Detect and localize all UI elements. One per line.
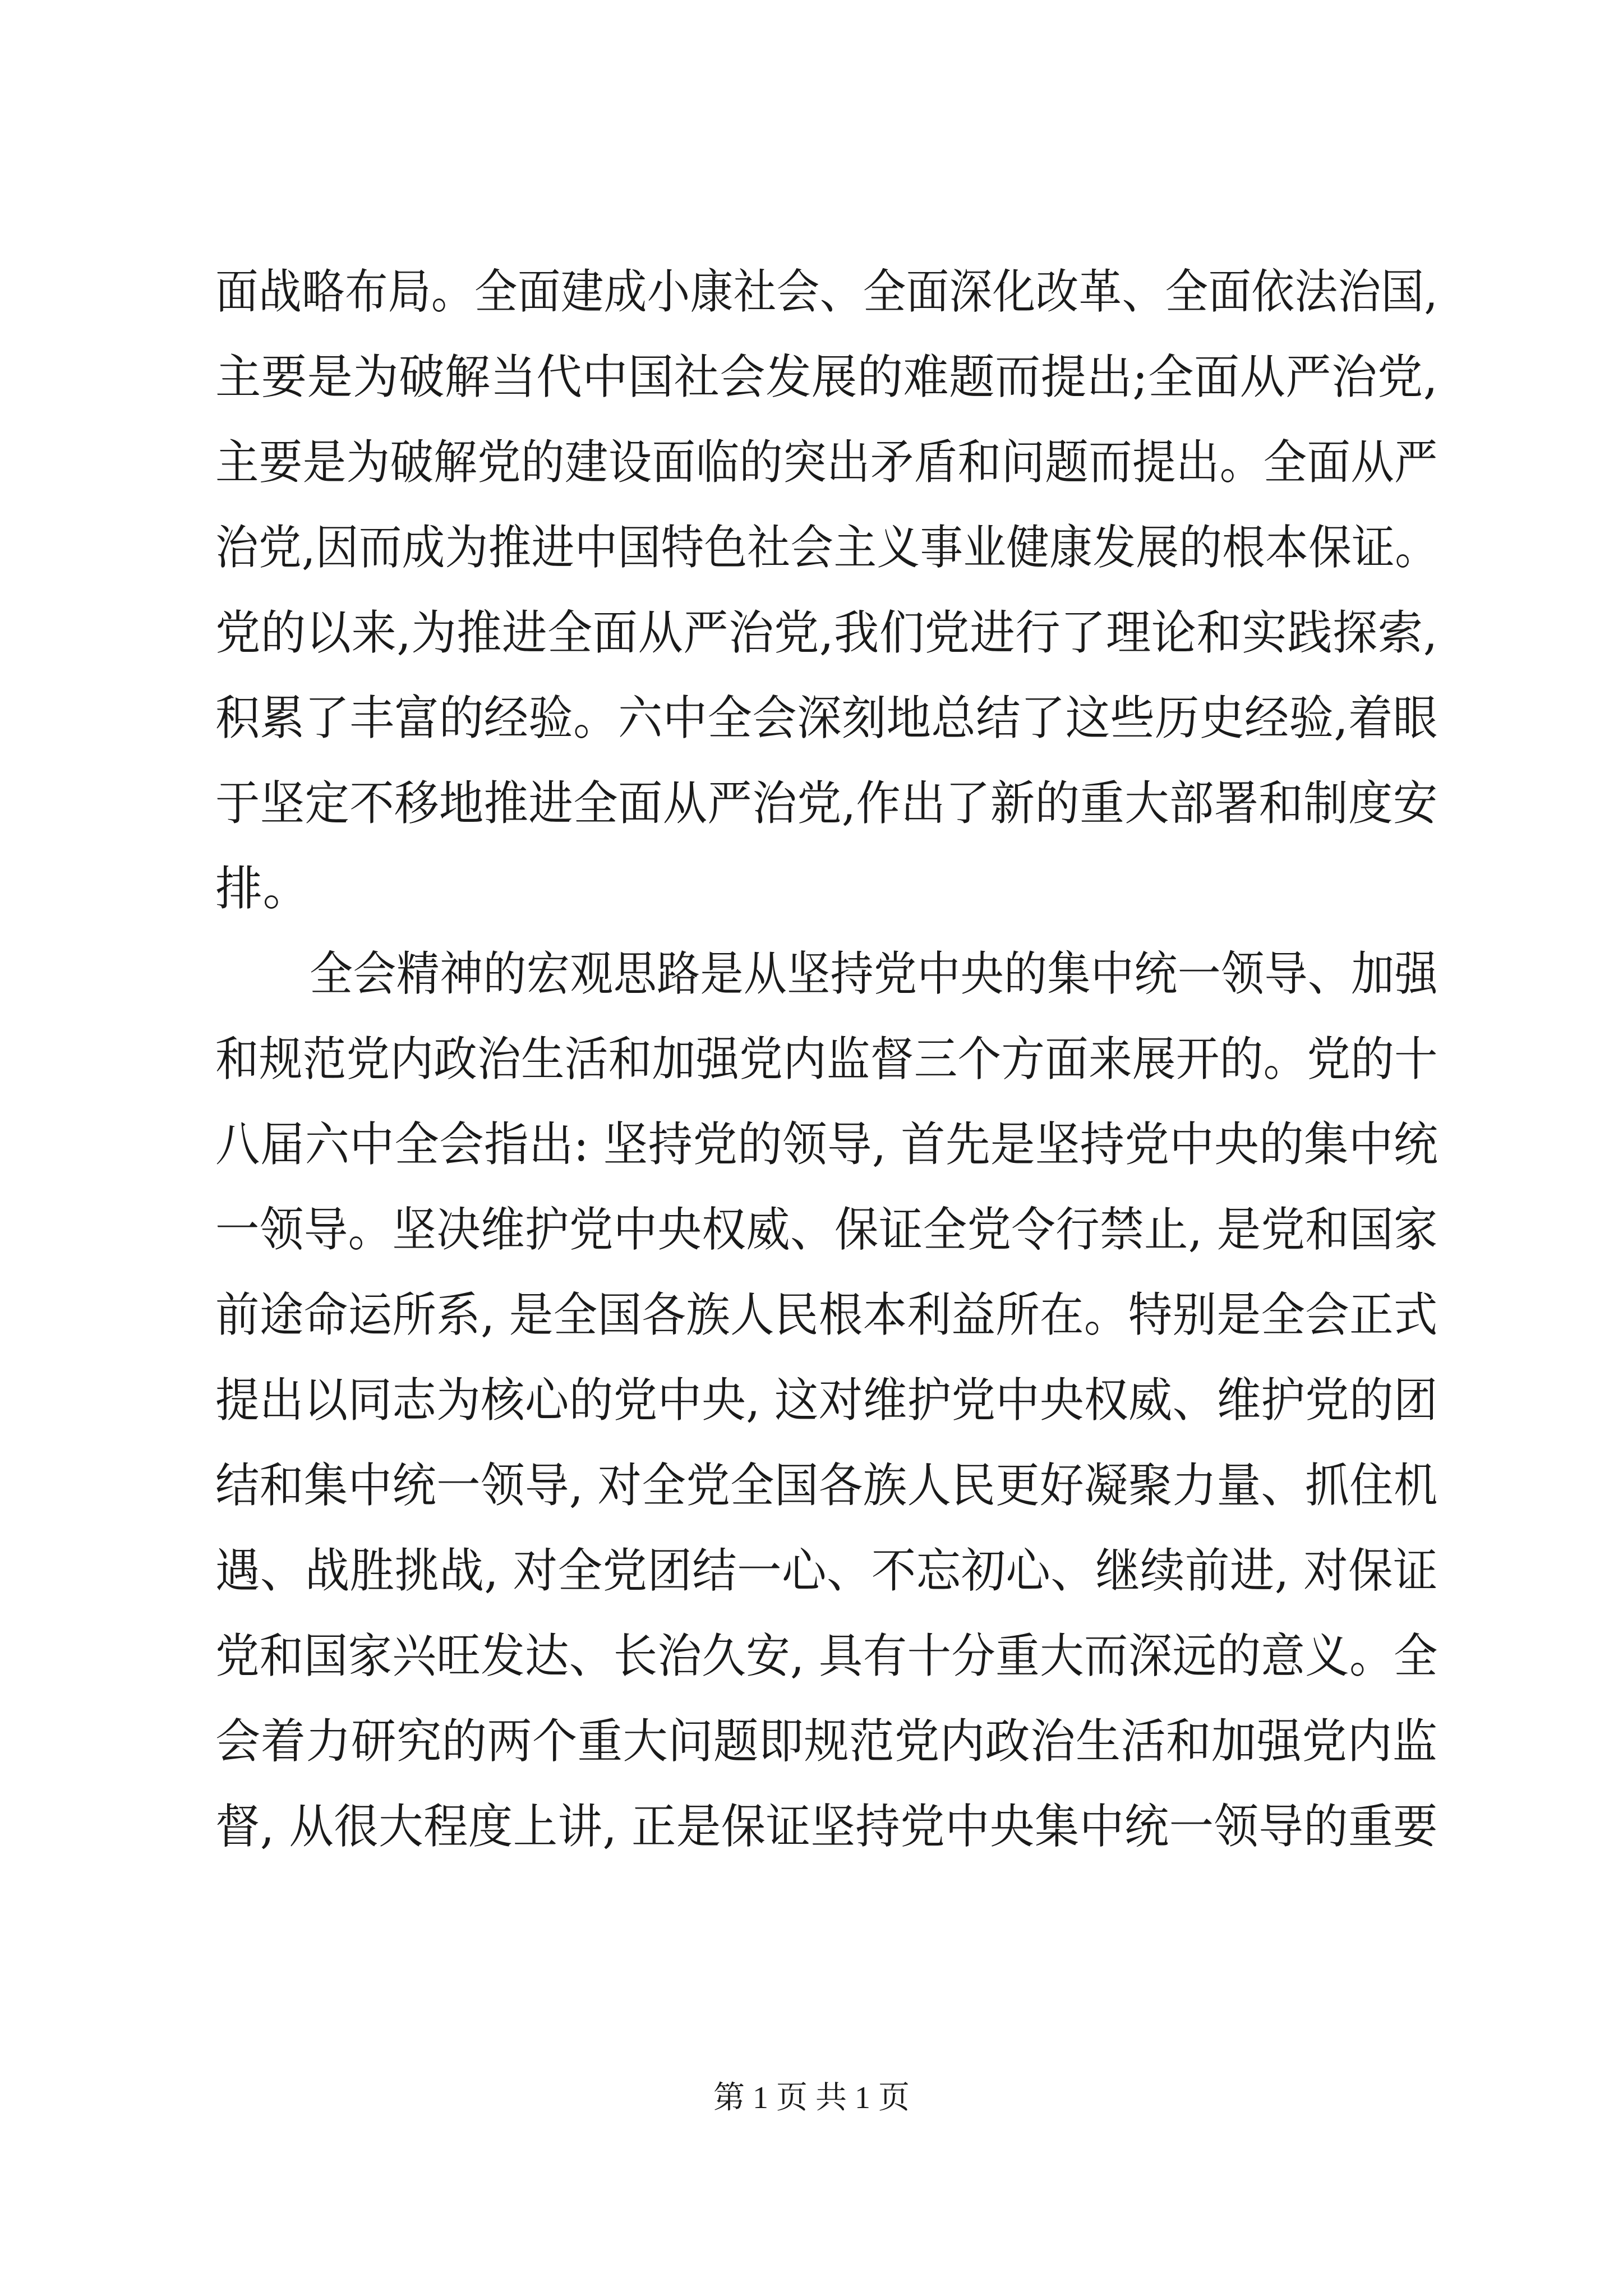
- page-footer: 第 1 页 共 1 页: [713, 2081, 910, 2115]
- text-line: 结和集中统一领导, 对全党全国各族人民更好凝聚力量、抓住机: [215, 1458, 1438, 1513]
- text-line: 治党,因而成为推进中国特色社会主义事业健康发展的根本保证。: [215, 520, 1438, 575]
- text-line: 党和国家兴旺发达、长治久安, 具有十分重大而深远的意义。全: [215, 1628, 1438, 1683]
- text-line: 积累了丰富的经验。六中全会深刻地总结了这些历史经验,着眼: [215, 691, 1438, 746]
- text-line: 督, 从很大程度上讲, 正是保证坚持党中央集中统一领导的重要: [215, 1799, 1438, 1854]
- text-line: 主要是为破解党的建设面临的突出矛盾和问题而提出。全面从严: [215, 435, 1438, 490]
- text-line: 会着力研究的两个重大问题即规范党内政治生活和加强党内监: [215, 1714, 1438, 1769]
- text-line: 主要是为破解当代中国社会发展的难题而提出;全面从严治党,: [215, 349, 1438, 404]
- text-line: 党的以来,为推进全面从严治党,我们党进行了理论和实践探索,: [215, 605, 1438, 660]
- text-line: 前途命运所系, 是全国各族人民根本利益所在。特别是全会正式: [215, 1287, 1438, 1342]
- text-line: 遇、战胜挑战, 对全党团结一心、不忘初心、继续前进, 对保证: [215, 1543, 1438, 1598]
- paragraph-first-line: 全会精神的宏观思路是从坚持党中央的集中统一领导、加强: [310, 946, 1438, 1001]
- text-line: 排。: [215, 861, 311, 916]
- text-line: 八届六中全会指出: 坚持党的领导, 首先是坚持党中央的集中统: [215, 1117, 1438, 1172]
- text-line: 面战略布局。全面建成小康社会、全面深化改革、全面依法治国,: [215, 264, 1438, 319]
- text-line: 一领导。坚决维护党中央权威、保证全党令行禁止, 是党和国家: [215, 1202, 1438, 1257]
- text-line: 提出以同志为核心的党中央, 这对维护党中央权威、维护党的团: [215, 1373, 1438, 1428]
- text-line: 和规范党内政治生活和加强党内监督三个方面来展开的。党的十: [215, 1032, 1438, 1087]
- text-line: 于坚定不移地推进全面从严治党,作出了新的重大部署和制度安: [215, 776, 1438, 831]
